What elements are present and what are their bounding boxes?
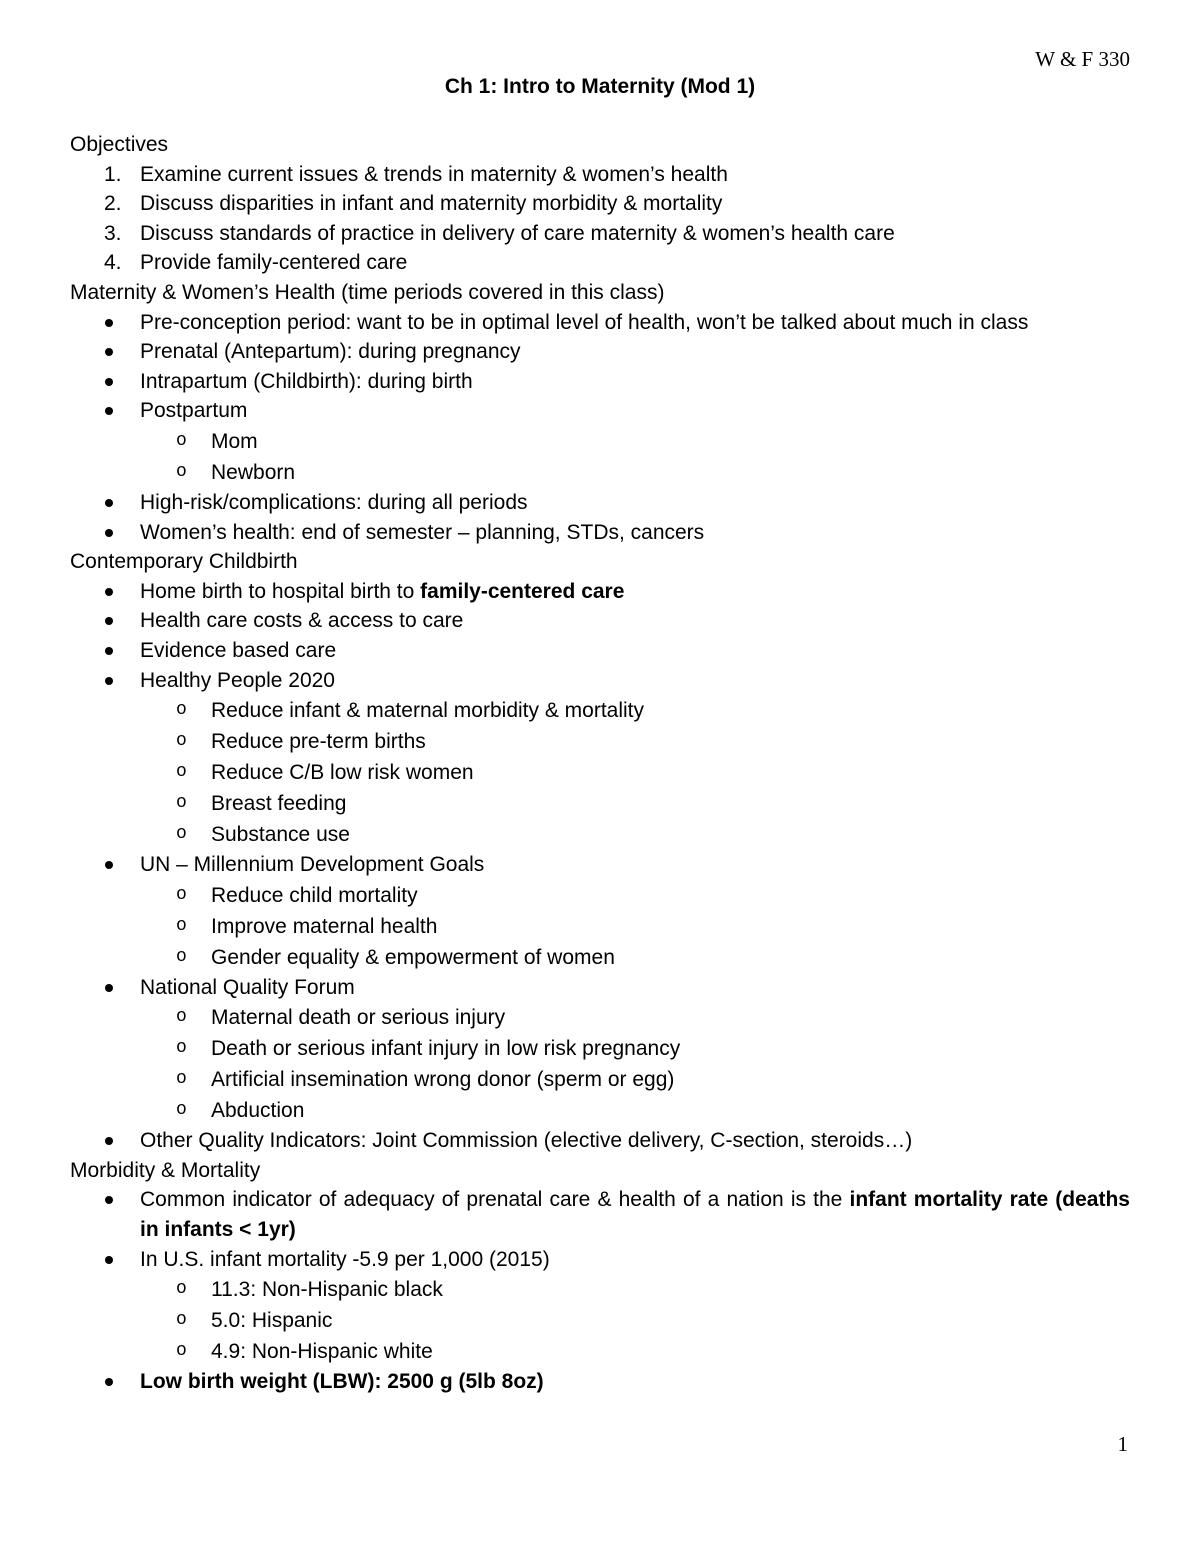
bullet-icon	[105, 319, 113, 327]
bullet-icon	[105, 407, 113, 415]
sub-list	[140, 695, 1130, 850]
bullet-icon	[105, 378, 113, 386]
item-text: Intrapartum (Childbirth): during birth	[140, 369, 473, 393]
list-item	[70, 636, 1130, 666]
list-item	[70, 488, 1130, 518]
bullet-icon	[105, 1378, 113, 1386]
item-text: 4.9: Non-Hispanic white	[211, 1340, 433, 1364]
sub-list	[140, 1274, 1130, 1367]
bullet-icon	[105, 588, 113, 596]
circle-bullet-icon: o	[176, 1341, 187, 1362]
bullet-icon	[105, 1256, 113, 1264]
list-item	[70, 1245, 1130, 1368]
item-number: 1.	[104, 162, 122, 186]
list-item	[70, 160, 1130, 190]
item-text: Reduce pre-term births	[211, 730, 426, 754]
circle-bullet-icon: o	[176, 1279, 187, 1300]
list-item	[70, 1185, 1130, 1244]
item-text: Artificial insemination wrong donor (sperm or egg)	[211, 1068, 675, 1092]
sub-item	[70, 1095, 1130, 1126]
item-text: Discuss disparities in infant and maternity morbidity & mortality	[140, 192, 723, 216]
bullet-icon	[105, 984, 113, 992]
item-text: Mom	[211, 429, 258, 453]
bullet-icon	[105, 677, 113, 685]
item-text: Abduction	[211, 1099, 305, 1123]
item-text: UN – Millennium Development Goals	[140, 853, 485, 877]
item-text: In U.S. infant mortality -5.9 per 1,000 (2015)	[140, 1247, 550, 1271]
section-heading-contemporary: Contemporary Childbirth	[70, 550, 298, 574]
sub-item	[70, 819, 1130, 850]
item-text: Reduce child mortality	[211, 883, 418, 907]
maternity-list	[70, 308, 1130, 548]
bullet-icon	[105, 1196, 113, 1204]
item-text: Provide family-centered care	[140, 251, 408, 275]
item-text: Healthy People 2020	[140, 668, 335, 692]
circle-bullet-icon: o	[176, 884, 187, 905]
sub-item	[70, 911, 1130, 942]
circle-bullet-icon: o	[176, 946, 187, 967]
sub-item	[70, 426, 1130, 457]
list-item	[70, 518, 1130, 548]
item-text-bold: infant mortality rate (deaths in infants < 1yr)	[140, 1188, 1130, 1242]
list-item	[70, 606, 1130, 636]
list-item	[70, 577, 1130, 607]
item-text: Women’s health: end of semester – planning, STDs, cancers	[140, 520, 705, 544]
item-text: Common indicator of adequacy of prenatal care & health of a nation is the	[140, 1188, 850, 1212]
page-title: Ch 1: Intro to Maternity (Mod 1)	[444, 75, 756, 98]
circle-bullet-icon: o	[176, 461, 187, 482]
document-body	[70, 130, 1130, 1397]
sub-item	[70, 1305, 1130, 1336]
circle-bullet-icon: o	[176, 1069, 187, 1090]
item-text: Maternal death or serious injury	[211, 1006, 506, 1030]
list-item	[70, 248, 1130, 278]
item-text: Reduce infant & maternal morbidity & mortality	[211, 699, 645, 723]
circle-bullet-icon: o	[176, 1100, 187, 1121]
bullet-icon	[105, 647, 113, 655]
item-text: Breast feeding	[211, 792, 347, 816]
circle-bullet-icon: o	[176, 1310, 187, 1331]
section-heading-objectives: Objectives	[70, 133, 169, 156]
item-text: Death or serious infant injury in low risk pregnancy	[211, 1037, 681, 1061]
list-item	[70, 308, 1130, 338]
circle-bullet-icon: o	[176, 700, 187, 721]
item-text: National Quality Forum	[140, 975, 355, 999]
contemporary-list	[70, 577, 1130, 1156]
sub-item	[70, 1033, 1130, 1064]
bullet-icon	[105, 348, 113, 356]
item-text: Newborn	[211, 460, 296, 484]
sub-item	[70, 942, 1130, 973]
item-text: Improve maternal health	[211, 914, 438, 938]
list-item	[70, 973, 1130, 1127]
sub-item	[70, 1274, 1130, 1305]
item-text: Substance use	[211, 823, 350, 847]
item-text: Evidence based care	[140, 638, 337, 662]
sub-item	[70, 457, 1130, 488]
item-text: Examine current issues & trends in maternity & women’s health	[140, 162, 728, 186]
circle-bullet-icon: o	[176, 824, 187, 845]
list-item	[70, 1367, 1130, 1397]
circle-bullet-icon: o	[176, 762, 187, 783]
sub-item	[70, 1336, 1130, 1367]
item-text: Pre-conception period: want to be in optimal level of health, won’t be talked about much in class	[140, 310, 1029, 334]
item-text: Reduce C/B low risk women	[211, 761, 474, 785]
list-item	[70, 666, 1130, 851]
item-text: High-risk/complications: during all periods	[140, 490, 528, 514]
bullet-icon	[105, 617, 113, 625]
circle-bullet-icon: o	[176, 915, 187, 936]
item-text: Discuss standards of practice in delivery of care maternity & women’s health care	[140, 221, 895, 245]
item-text: Health care costs & access to care	[140, 609, 464, 633]
circle-bullet-icon: o	[176, 731, 187, 752]
sub-list	[140, 1002, 1130, 1126]
list-item	[70, 1126, 1130, 1156]
section-heading-morbidity: Morbidity & Mortality	[70, 1158, 261, 1182]
item-text: Gender equality & empowerment of women	[211, 945, 615, 969]
circle-bullet-icon: o	[176, 1038, 187, 1059]
list-item	[70, 367, 1130, 397]
bullet-icon	[105, 529, 113, 537]
item-number: 2.	[104, 192, 122, 216]
circle-bullet-icon: o	[176, 1007, 187, 1028]
item-number: 4.	[104, 251, 122, 275]
sub-item	[70, 695, 1130, 726]
item-text: 11.3: Non-Hispanic black	[211, 1278, 443, 1302]
circle-bullet-icon: o	[176, 430, 187, 451]
list-item	[70, 850, 1130, 973]
page-number: 1	[1117, 1432, 1128, 1456]
bullet-icon	[105, 499, 113, 507]
sub-item	[70, 757, 1130, 788]
bullet-icon	[105, 1137, 113, 1145]
section-heading-maternity: Maternity & Women’s Health (time periods covered in this class)	[70, 280, 665, 304]
item-text: Other Quality Indicators: Joint Commission (elective delivery, C-section, steroids…)	[140, 1129, 913, 1153]
sub-list	[140, 426, 1130, 488]
objectives-list	[70, 160, 1130, 278]
course-header: W & F 330	[1035, 47, 1130, 71]
bullet-icon	[105, 861, 113, 869]
list-item	[70, 396, 1130, 488]
list-item	[70, 219, 1130, 249]
sub-item	[70, 788, 1130, 819]
circle-bullet-icon: o	[176, 793, 187, 814]
list-item	[70, 189, 1130, 219]
sub-item	[70, 880, 1130, 911]
item-number: 3.	[104, 221, 122, 245]
sub-item	[70, 1002, 1130, 1033]
item-text: Postpartum	[140, 399, 248, 423]
sub-item	[70, 726, 1130, 757]
sub-list	[140, 880, 1130, 973]
item-text: Home birth to hospital birth to	[140, 579, 421, 603]
item-text: Prenatal (Antepartum): during pregnancy	[140, 340, 521, 364]
item-text-bold: family-centered care	[420, 579, 625, 603]
morbidity-list	[70, 1185, 1130, 1396]
item-text: 5.0: Hispanic	[211, 1309, 333, 1333]
sub-item	[70, 1064, 1130, 1095]
item-text-bold: Low birth weight (LBW): 2500 g (5lb 8oz)	[140, 1370, 544, 1394]
list-item	[70, 337, 1130, 367]
